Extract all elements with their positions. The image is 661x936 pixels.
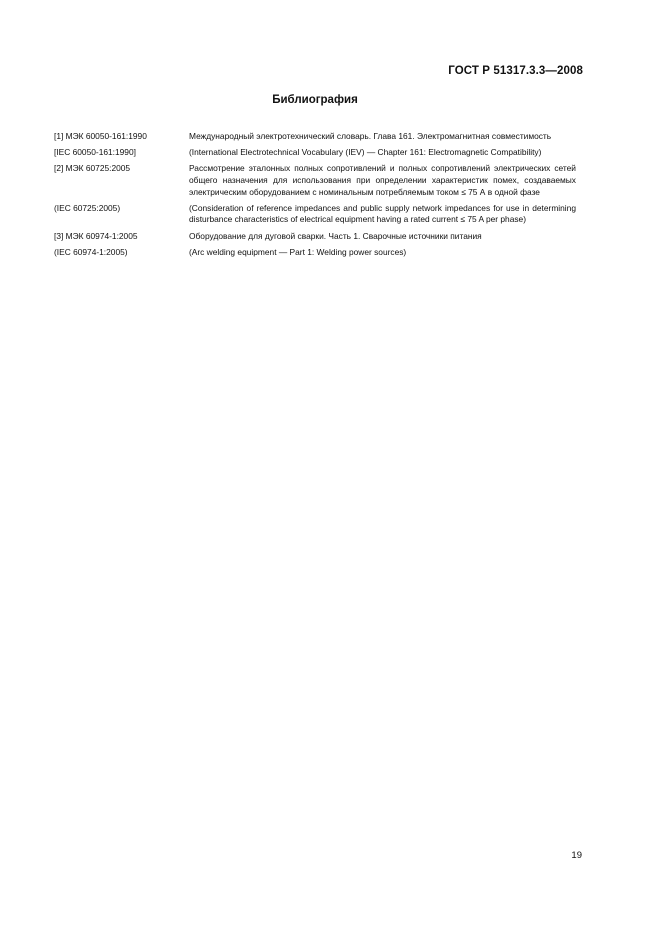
bibliography-entry: [54, 147, 576, 159]
bibliography-entry: [54, 163, 576, 198]
entry-text: Международный электротехнический словарь. Глава 161. Электромагнитная совместимость: [189, 131, 552, 141]
bibliography-entry: [54, 203, 576, 226]
entry-text: (Consideration of reference impedances and public supply network impedances for use in determining disturbance characteristics of electrical equipment having a rated current ≤ 75 A per phase): [189, 202, 576, 225]
bibliography-title: Библиография: [272, 94, 358, 106]
document-code: ГОСТ Р 51317.3.3—2008: [448, 65, 583, 77]
entry-reference: [IEC 60050-161:1990]: [54, 147, 136, 158]
page-number: 19: [571, 850, 582, 861]
bibliography-entry: [54, 247, 576, 259]
entry-reference: [2] МЭК 60725:2005: [54, 163, 131, 174]
entry-reference: (IEC 60725:2005): [54, 202, 121, 213]
entry-text: Рассмотрение эталонных полных сопротивлений и полных сопротивлений электрических сетей общего назначения для использования при определении характеристик помех, создаваемых электрическим оборудованием с номинальным потребляемым током ≤ 75 А в одной фазе: [189, 163, 576, 197]
entry-text: (International Electrotechnical Vocabulary (IEV) — Chapter 161: Electromagnetic Compatibility): [189, 147, 542, 158]
entry-reference: [1] МЭК 60050-161:1990: [54, 131, 147, 141]
entry-reference: (IEC 60974-1:2005): [54, 246, 128, 257]
entry-text: Оборудование для дуговой сварки. Часть 1. Сварочные источники питания: [189, 230, 482, 241]
bibliography-entry: [54, 231, 576, 243]
entry-text: (Arc welding equipment — Part 1: Welding power sources): [189, 246, 407, 257]
bibliography-entry: [54, 131, 576, 143]
entry-reference: [3] МЭК 60974-1:2005: [54, 230, 138, 241]
bibliography-list: [54, 131, 576, 263]
